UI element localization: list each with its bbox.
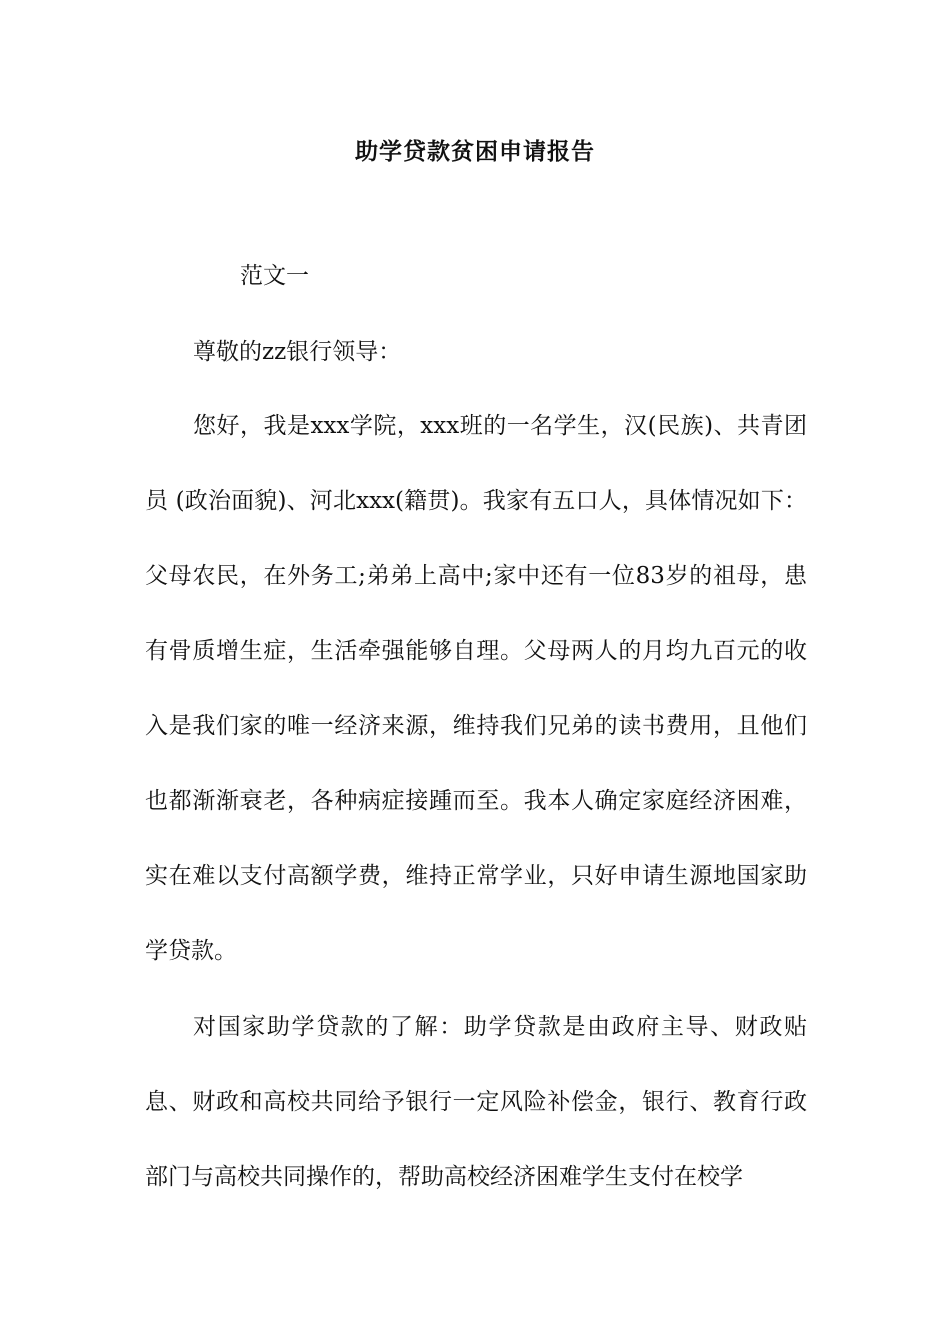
salutation: 尊敬的zz银行领导： — [193, 339, 402, 365]
body-paragraph: 您好，我是xxx学院，xxx班的一名学生，汉(民族)、共青团员 (政治面貌)、河北xxx(籍贯)。我家有五口人，具体情况如下：父母农民，在外务工;弟弟上高中;家中还有一位83岁的祖母，患有骨质增生症，生活牵强能够自理。父母两人的月均九百元的收入是我们家的唯一经济来源，维持我们兄弟的读书费用，且他们也都渐渐衰老，各种病症接踵而至。我本人确定家庭经济困难，实在难以支付高额学费，维持正常学业，只好申请生源地国家助学贷款。 — [145, 413, 807, 964]
document-subtitle: 范文一 — [240, 263, 309, 289]
body-paragraph: 对国家助学贷款的了解：助学贷款是由政府主导、财政贴息、财政和高校共同给予银行一定风险补偿金，银行、教育行政部门与高校共同操作的，帮助高校经济困难学生支付在校学 — [145, 1014, 807, 1190]
document-title: 助学贷款贫困申请报告 — [355, 138, 595, 165]
